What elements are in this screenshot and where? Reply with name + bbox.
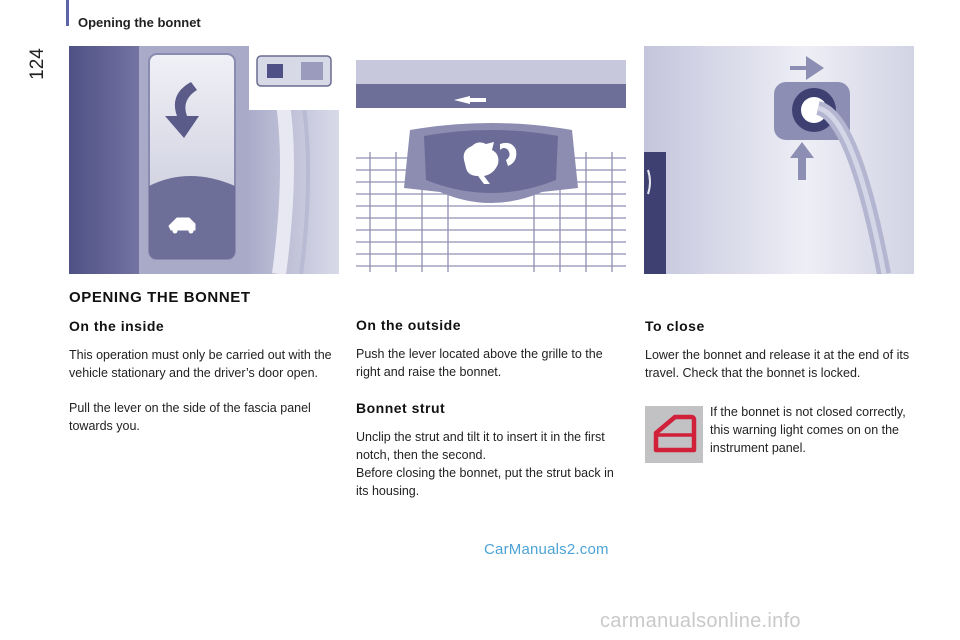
inside-heading: On the inside	[69, 318, 165, 334]
bonnet-open-warning-icon	[645, 406, 703, 463]
inside-paragraph-2: Pull the lever on the side of the fascia panel towards you.	[69, 401, 311, 433]
bonnet-strut-illustration	[644, 46, 914, 274]
warning-light-text: If the bonnet is not closed correctly, this warning light comes on on the instrument panel.	[710, 405, 906, 455]
strut-heading: Bonnet strut	[356, 400, 446, 416]
section-title: Opening the bonnet	[78, 15, 201, 30]
footer-watermark: carmanualsonline.info	[600, 610, 801, 632]
strut-paragraph-1: Unclip the strut and tilt it to insert it in the first notch, then the second.	[356, 430, 605, 462]
page-number: 124	[27, 48, 48, 80]
outside-heading: On the outside	[356, 317, 461, 333]
watermark-link[interactable]: CarManuals2.com	[484, 541, 609, 558]
front-grille-lever-illustration	[356, 46, 626, 274]
outside-paragraph: Push the lever located above the grille to the right and raise the bonnet.	[356, 347, 603, 379]
main-heading: OPENING THE BONNET	[69, 289, 251, 306]
close-heading: To close	[645, 318, 705, 334]
section-marker-bar	[66, 0, 69, 26]
interior-bonnet-release-lever-illustration	[69, 46, 339, 274]
inside-paragraph-1: This operation must only be carried out with the vehicle stationary and the driver’s door open.	[69, 348, 332, 380]
strut-paragraph-2: Before closing the bonnet, put the strut back in its housing.	[356, 466, 614, 498]
close-paragraph: Lower the bonnet and release it at the end of its travel. Check that the bonnet is locked.	[645, 348, 910, 380]
